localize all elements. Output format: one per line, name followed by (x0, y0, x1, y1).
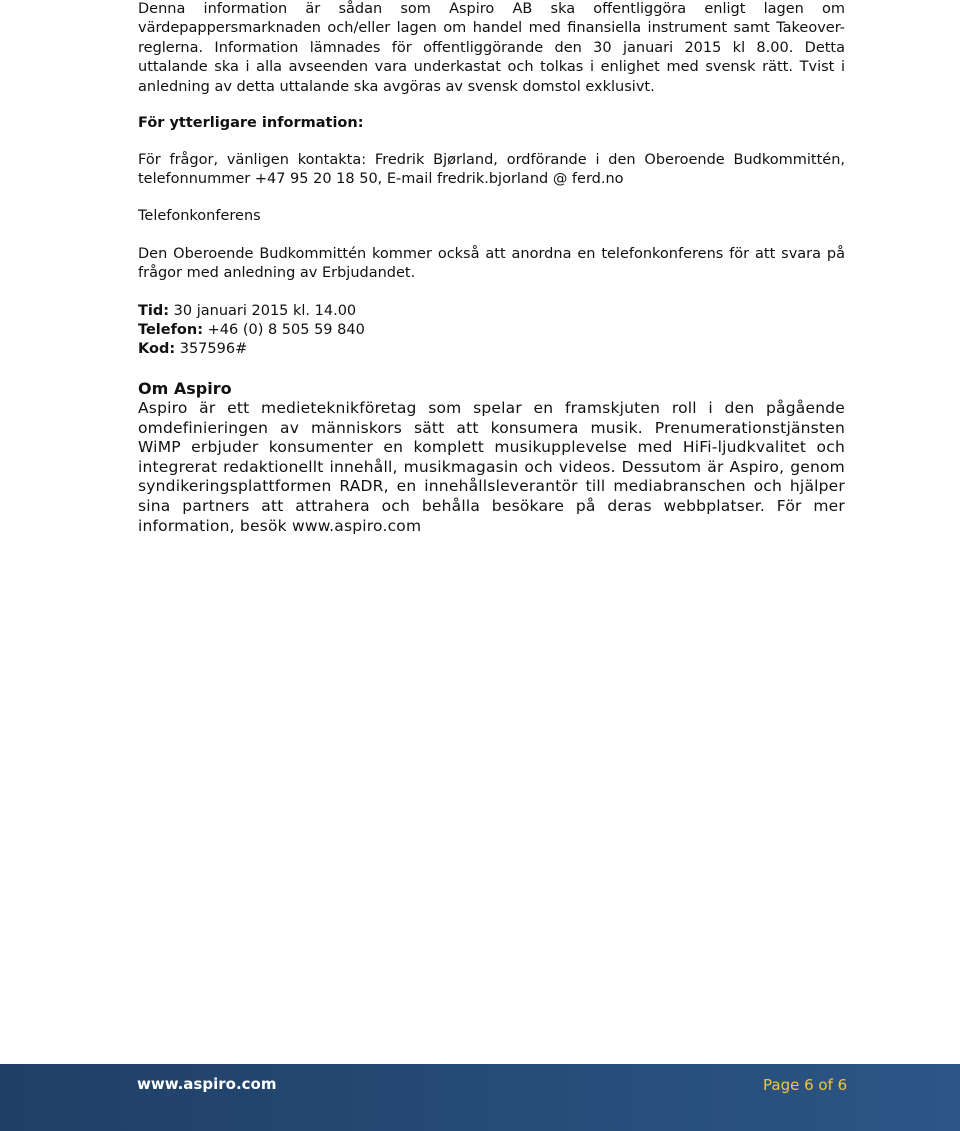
phone-label: Telefon: (138, 322, 203, 339)
document-page (138, 0, 845, 536)
intro-dispute-text: Tvist i anledning av detta uttalande ska avgöras av svensk domstol exklusivt. (138, 59, 845, 95)
code-label: Kod: (138, 341, 176, 358)
page-footer (0, 1064, 960, 1131)
about-paragraph: Aspiro är ett medieteknikföretag som spelar en framskjuten roll i den pågående omdefinieringen av människors sätt att konsumera musik. Prenumerationstjänsten WiMP erbjuder konsumenter en komplett musikupplevelse med HiFi-ljudkvalitet och integrerat redaktionellt innehåll, musikmagasin och videos. Dessutom är Aspiro, genom syndikeringsplattformen RADR, en innehållsleverantör till mediabranschen och hjälper sina partners att attrahera och behålla besökare på deras webbplatser. För mer information, besök www.aspiro.com (138, 399, 845, 535)
phone-value: +46 (0) 8 505 59 840 (207, 322, 365, 339)
conference-phone (138, 321, 845, 340)
conference-paragraph: Den Oberoende Budkommittén kommer också att anordna en telefonkonferens för att svara på frågor med anledning av Erbjudandet. (138, 246, 845, 282)
time-value: 30 januari 2015 kl. 14.00 (173, 303, 357, 320)
contact-paragraph: För frågor, vänligen kontakta: Fredrik Bjørland, ordförande i den Oberoende Budkommittén, telefonnummer +47 95 20 18 50, E-mail fredrik.bjorland @ ferd.no (138, 152, 845, 188)
intro-law-text: Detta uttalande ska i alla avseenden vara underkastat och tolkas i enlighet med svensk rätt. (138, 39, 845, 76)
conference-code (138, 340, 845, 359)
about-heading: Om Aspiro (138, 379, 232, 399)
intro-paragraph (138, 0, 845, 97)
footer-page-number: Page 6 of 6 (763, 1076, 848, 1094)
time-label: Tid: (138, 303, 170, 320)
more-info-heading: För ytterligare information: (138, 115, 364, 132)
intro-disclosure-text: Denna information är sådan som Aspiro AB ska offentliggöra enligt lagen om värdepappersmarknaden och/eller lagen om handel med finansiella instrument samt Takeover-reglerna. Information lämnades för offentliggörande den 30 januari 2015 kl 8.00. (138, 1, 845, 56)
conference-time (138, 302, 845, 321)
code-value: 357596# (179, 341, 248, 358)
footer-website-link[interactable]: www.aspiro.com (137, 1075, 277, 1093)
conference-heading: Telefonkonferens (138, 208, 261, 225)
